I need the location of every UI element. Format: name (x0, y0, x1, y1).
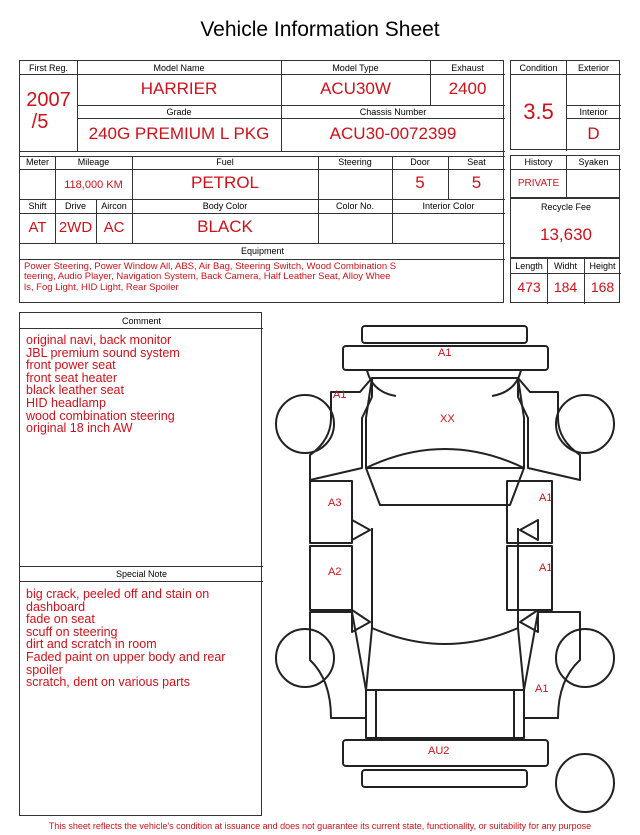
exterior-label: Exterior (577, 63, 609, 73)
interior-grade: D (587, 124, 600, 143)
damage-left-front-door: A3 (328, 497, 342, 509)
damage-left-rear-door: A2 (328, 566, 342, 578)
equipment-line: ls, Fog Light, HID Light, Rear Spoiler (24, 281, 179, 293)
first-reg-month: /5 (31, 111, 49, 133)
height-label: Height (589, 261, 616, 271)
exhaust-value: 2400 (448, 79, 487, 98)
grade-value: 240G PREMIUM L PKG (88, 124, 270, 143)
windshield (366, 449, 524, 505)
damage-roof: XX (440, 413, 455, 425)
comment-label: Comment (121, 316, 161, 326)
damage-front-bumper: A1 (438, 347, 452, 359)
roof-sides (372, 528, 518, 628)
front-bumper-strip (362, 326, 527, 343)
equipment-line: teering, Audio Player, Navigation System, Back Camera, Half Leather Seat, Alloy Whee (24, 271, 391, 283)
front-left-wheel (276, 395, 334, 453)
special-note-line: Faded paint on upper body and rear (26, 649, 226, 664)
width-label: Widht (553, 261, 577, 271)
shift-label: Shift (28, 201, 47, 211)
steering-label: Steering (338, 157, 372, 167)
model-type-label: Model Type (332, 63, 379, 73)
comment-line: original navi, back monitor (26, 333, 172, 347)
special-note-label: Special Note (115, 569, 168, 579)
comment-line: front power seat (26, 358, 116, 373)
comment-line: HID headlamp (26, 395, 106, 410)
first-reg-year: 2007 (26, 89, 71, 111)
door-label: Door (410, 157, 430, 167)
model-name-label: Model Name (153, 63, 205, 73)
shift-value: AT (28, 219, 47, 236)
exhaust-label: Exhaust (451, 63, 484, 73)
seat-label: Seat (467, 157, 486, 167)
damage-right-rear-quarter: A1 (535, 683, 549, 695)
body-color-label: Body Color (202, 201, 248, 211)
drive-label: Drive (64, 201, 86, 211)
special-note-line: dirt and scratch in room (26, 637, 157, 652)
fuel-label: Fuel (216, 157, 234, 167)
left-front-door (310, 481, 352, 543)
first-reg-label: First Reg. (28, 63, 68, 73)
condition-label: Condition (519, 63, 558, 73)
body-color-value: BLACK (197, 217, 253, 236)
right-front-window (520, 520, 538, 540)
comment-line: wood combination steering (26, 408, 175, 423)
model-type-value: ACU30W (320, 79, 391, 98)
front-right-fender (518, 378, 580, 480)
grade-label: Grade (166, 107, 192, 117)
damage-rear-bumper: AU2 (428, 745, 450, 757)
special-note-line: fade on seat (26, 612, 95, 627)
fuel-value: PETROL (190, 173, 260, 192)
special-note-line: scuff on steering (26, 624, 118, 639)
special-note-line: scratch, dent on various parts (26, 675, 190, 690)
front-right-light (492, 370, 521, 396)
right-rear-door (507, 546, 552, 610)
equipment-label: Equipment (240, 246, 285, 256)
left-rear-door (310, 546, 352, 610)
rear-window (366, 628, 524, 690)
page-title: Vehicle Information Sheet (200, 18, 440, 41)
seat-value: 5 (471, 173, 482, 192)
tailgate (366, 690, 524, 738)
width-value: 184 (553, 279, 578, 295)
disclaimer-footer: This sheet reflects the vehicle's condition at issuance and does not guarantee its current state, functionality, or suitability for any purpose (48, 821, 592, 831)
drive-value: 2WD (58, 219, 93, 236)
damage-right-rear-door: A1 (539, 562, 553, 574)
chassis-number-label: Chassis Number (359, 107, 427, 117)
comment-line: original 18 inch AW (26, 421, 133, 436)
rear-right-wheel (556, 629, 614, 687)
special-note-line: spoiler (26, 662, 63, 677)
left-front-window (352, 520, 370, 540)
mileage-value: 118,000 KM (64, 179, 123, 191)
comment-line: black leather seat (26, 383, 124, 398)
rear-left-wheel (276, 629, 334, 687)
comment-line: JBL premium sound system (26, 345, 180, 360)
special-note-line: big crack, peeled off and stain on (26, 587, 210, 601)
rear-bumper-strip (362, 770, 527, 787)
tailgate-edges (376, 690, 514, 738)
spare-wheel (556, 754, 614, 812)
aircon-value: AC (103, 219, 125, 236)
length-label: Length (515, 261, 543, 271)
door-value: 5 (415, 173, 425, 192)
meter-label: Meter (25, 157, 49, 167)
history-label: History (524, 157, 553, 167)
mileage-label: Mileage (77, 157, 110, 167)
length-value: 473 (517, 279, 541, 295)
damage-right-front-door: A1 (539, 492, 553, 504)
special-note-line: dashboard (26, 599, 86, 614)
chassis-number-value: ACU30-0072399 (329, 124, 457, 143)
interior-color-label: Interior Color (422, 201, 475, 211)
equipment-line: Power Steering, Power Window All, ABS, Air Bag, Steering Switch, Wood Combination S (24, 261, 397, 272)
height-value: 168 (590, 279, 615, 295)
aircon-label: Aircon (101, 201, 127, 211)
interior-label: Interior (579, 107, 608, 117)
history-value: PRIVATE (517, 178, 560, 189)
right-front-door (507, 481, 552, 543)
recycle-fee-label: Recycle Fee (540, 202, 592, 212)
recycle-fee-value: 13,630 (540, 225, 592, 244)
condition-grade: 3.5 (523, 99, 554, 124)
syaken-label: Syaken (578, 157, 609, 167)
comment-line: front seat heater (26, 370, 118, 385)
front-right-wheel (556, 395, 614, 453)
damage-front-left-fender: A1 (333, 389, 347, 401)
color-no-label: Color No. (335, 201, 374, 211)
model-name-value: HARRIER (140, 79, 218, 98)
